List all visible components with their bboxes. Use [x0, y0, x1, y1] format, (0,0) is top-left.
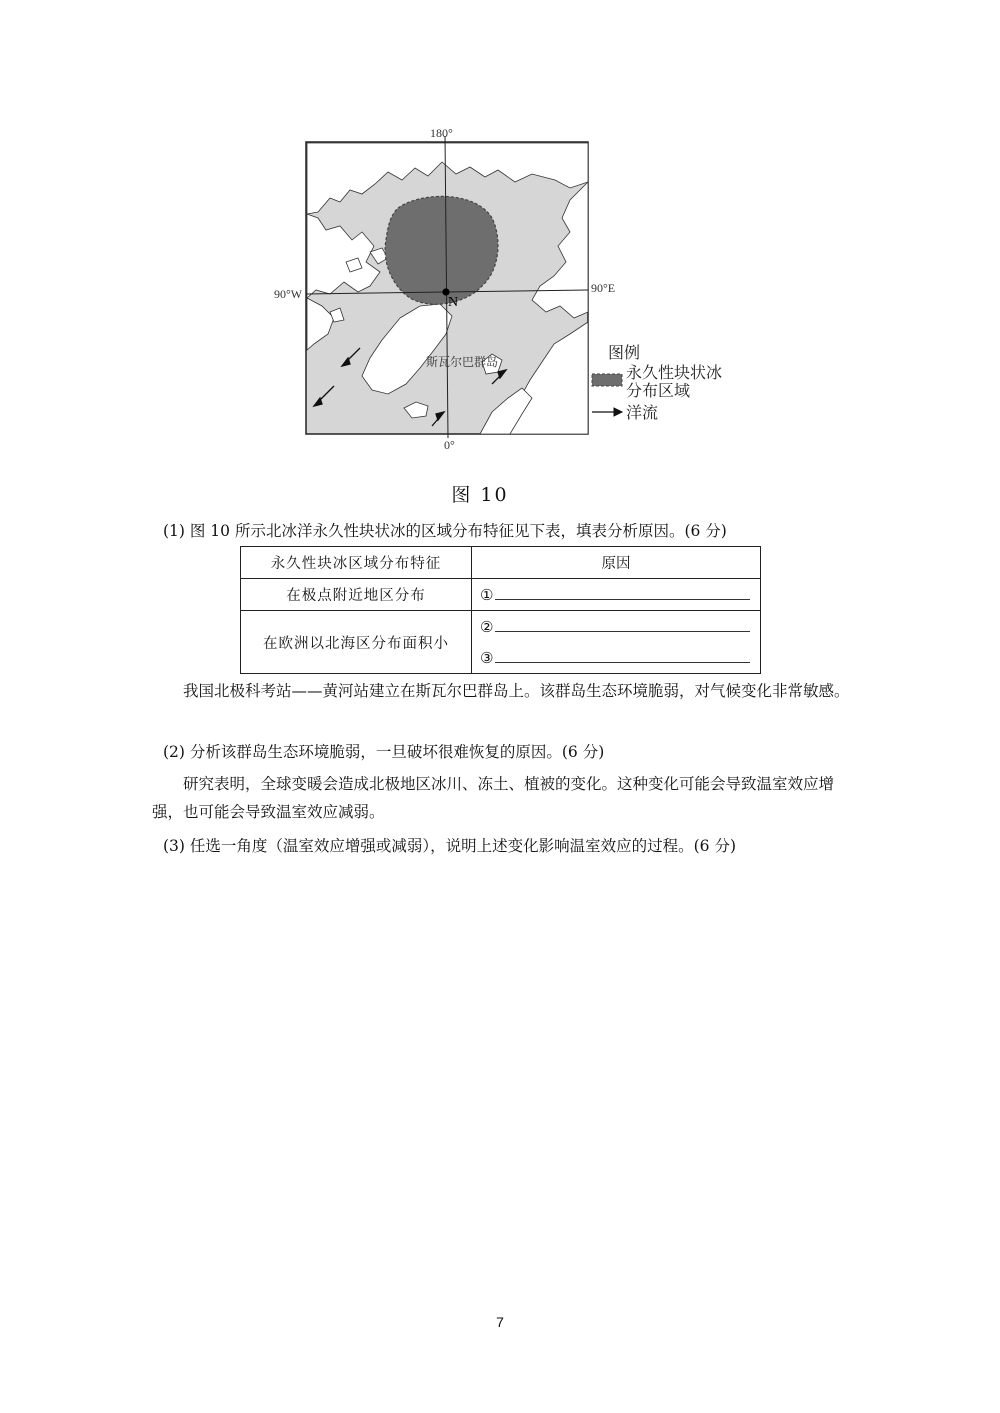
- answer-blank-3[interactable]: [472, 642, 761, 674]
- label-svalbard: 斯瓦尔巴群岛: [426, 355, 499, 369]
- answer-blank-1[interactable]: [472, 579, 761, 611]
- label-0: 0°: [444, 438, 455, 452]
- paragraph-warming: [152, 770, 862, 826]
- label-pole: N: [448, 295, 459, 310]
- table-header-feature: 永久性块冰区域分布特征: [241, 547, 472, 579]
- paragraph-warming-text: 研究表明，全球变暖会造成北极地区冰川、冻土、植被的变化。这种变化可能会导致温室效应增强，也可能会导致温室效应减弱。: [152, 775, 835, 821]
- legend-current-arrow: [592, 408, 622, 416]
- legend-current-label: 洋流: [626, 403, 659, 422]
- figure-caption: 图 10: [451, 484, 509, 506]
- paragraph-svalbard-text: 我国北极科考站——黄河站建立在斯瓦尔巴群岛上。该群岛生态环境脆弱，对气候变化非常敏感。: [183, 682, 850, 700]
- blank-line: [495, 589, 750, 600]
- blank-number: ①: [480, 585, 494, 604]
- blank-number: ②: [480, 617, 494, 636]
- label-180: 180°: [430, 126, 453, 140]
- table-header-reason: 原因: [472, 547, 761, 579]
- blank-number: ③: [480, 648, 494, 667]
- answer-blank-2[interactable]: [472, 611, 761, 643]
- table-row: [241, 611, 761, 643]
- table-cell-feature: 在欧洲以北海区分布面积小: [241, 611, 472, 674]
- table-cell-feature: 在极点附近地区分布: [241, 579, 472, 611]
- label-90w: 90°W: [274, 287, 303, 301]
- blank-line: [495, 621, 750, 632]
- question-3: (3) 任选一角度（温室效应增强或减弱），说明上述变化影响温室效应的过程。(6 分): [163, 837, 737, 855]
- table-row: [241, 579, 761, 611]
- paragraph-svalbard: [152, 677, 862, 705]
- table-header-row: [241, 547, 761, 579]
- page-number: 7: [496, 1314, 504, 1330]
- blank-line: [495, 652, 750, 663]
- arctic-map: [270, 122, 740, 458]
- question-2: (2) 分析该群岛生态环境脆弱，一旦破坏很难恢复的原因。(6 分): [163, 743, 605, 761]
- legend-ice-label-2: 分布区域: [626, 381, 691, 400]
- answer-table: [240, 546, 761, 674]
- legend-ice-label-1: 永久性块状冰: [626, 363, 723, 382]
- legend-title: 图例: [608, 343, 641, 362]
- legend-ice-swatch: [592, 374, 622, 386]
- question-1: (1) 图 10 所示北冰洋永久性块状冰的区域分布特征见下表，填表分析原因。(6 分): [163, 522, 727, 540]
- label-90e: 90°E: [591, 281, 616, 295]
